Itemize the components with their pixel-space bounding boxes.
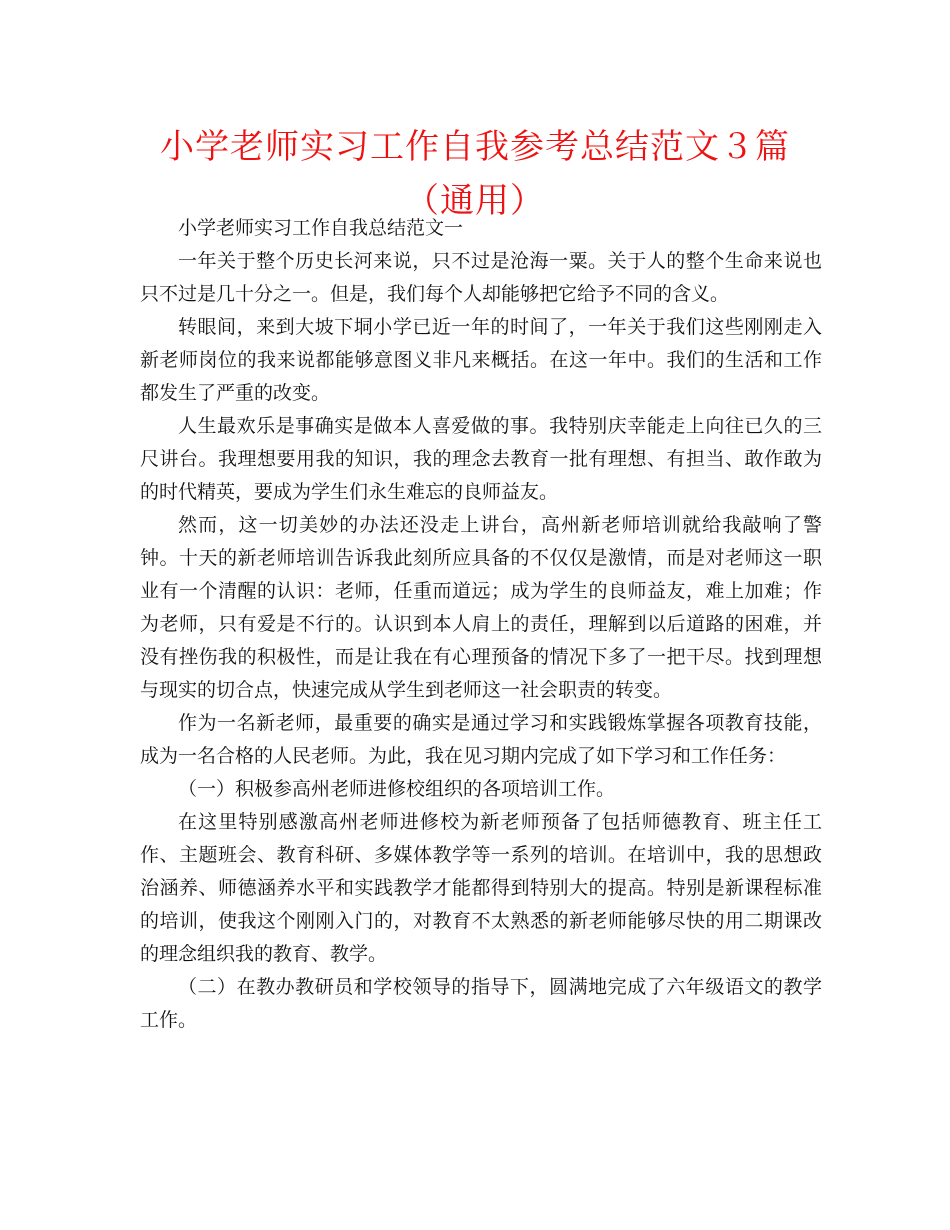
paragraph: 在这里特别感激高州老师进修校为新老师预备了包括师德教育、班主任工作、主题班会、教育科研、多媒体教学等一系列的培训。在培训中，我的思想政治涵养、师德涵养水平和实践教学才能都得到特别大的提高。特别是新课程标准的培训，使我这个刚刚入门的，对教育不太熟悉的新老师能够尽快的用二期课改的理念组织我的教育、教学。 <box>140 811 822 965</box>
paragraph: 然而，这一切美妙的办法还没走上讲台，高州新老师培训就给我敲响了警钟。十天的新老师培训告诉我此刻所应具备的不仅仅是激情，而是对老师这一职业有一个清醒的认识：老师，任重而道远；成为学生的良师益友，难上加难；作为老师，只有爱是不行的。认识到本人肩上的责任，理解到以后道路的困难，并没有挫伤我的积极性，而是让我在有心理预备的情况下多了一把干尽。找到理想与现实的切合点，快速完成从学生到老师这一社会职责的转变。 <box>140 514 822 701</box>
list-item-heading: （二）在教办教研员和学校领导的指导下，圆满地完成了六年级语文的教学工作。 <box>140 976 822 1031</box>
paragraph: 一年关于整个历史长河来说，只不过是沧海一粟。关于人的整个生命来说也只不过是几十分之一。但是，我们每个人却能够把它给予不同的含义。 <box>140 250 822 305</box>
section-heading: 小学老师实习工作自我总结范文一 <box>178 217 464 239</box>
paragraph: 转眼间，来到大坡下垌小学已近一年的时间了，一年关于我们这些刚刚走入新老师岗位的我来说都能够意图义非凡来概括。在这一年中。我们的生活和工作都发生了严重的改变。 <box>140 316 822 404</box>
document-body <box>140 212 822 1037</box>
paragraph: 作为一名新老师，最重要的确实是通过学习和实践锻炼掌握各项教育技能，成为一名合格的人民老师。为此，我在见习期内完成了如下学习和工作任务： <box>140 712 822 767</box>
list-item-heading: （一）积极参高州老师进修校组织的各项培训工作。 <box>178 778 616 800</box>
paragraph: 人生最欢乐是事确实是做本人喜爱做的事。我特别庆幸能走上向往已久的三尺讲台。我理想要用我的知识，我的理念去教育一批有理想、有担当、敢作敢为的时代精英，要成为学生们永生难忘的良师益友。 <box>140 415 822 503</box>
document-title: 小学老师实习工作自我参考总结范文３篇（通用） <box>160 127 790 221</box>
